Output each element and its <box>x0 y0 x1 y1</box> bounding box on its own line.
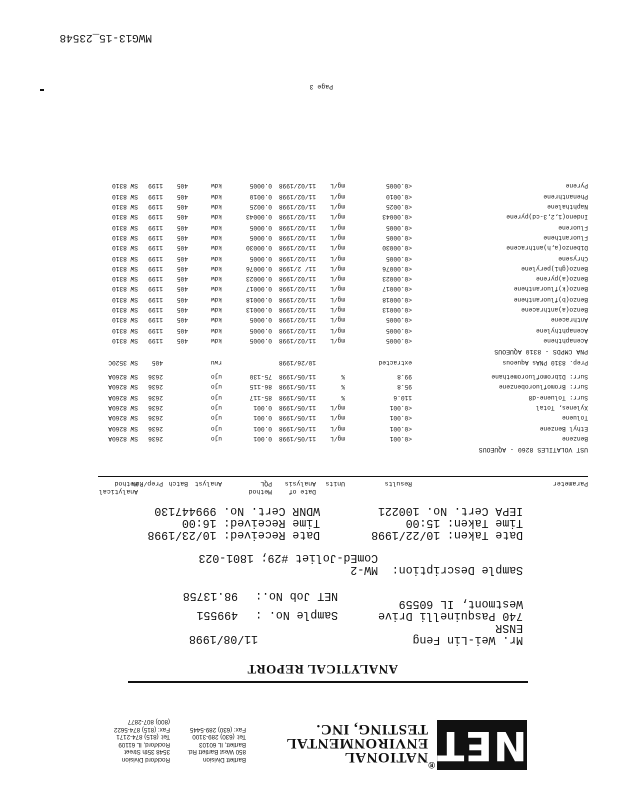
cell-parameter: Surr: Dibromofluoromethane <box>491 373 588 381</box>
cell-parameter: Prep. 8310 PNAs Aqueous <box>502 359 588 366</box>
cell-analyst: kdw <box>210 275 222 283</box>
report-date: 11/08/1998 <box>188 632 258 645</box>
taken-block <box>371 504 523 540</box>
recipient-street: 740 Pasquinelli Drive <box>378 609 523 622</box>
cell-date: 11/02/1998 <box>278 203 316 211</box>
cell-date: 11/02/1998 <box>278 254 316 262</box>
cell-batch: 405 <box>176 326 188 334</box>
cell-analyst: kdw <box>210 244 222 252</box>
cell-parameter: Xylenes, Total <box>536 404 588 412</box>
cell-prep: 2636 <box>148 414 163 422</box>
col-units: Units <box>325 480 345 487</box>
cell-pql: 0.00076 <box>246 264 272 272</box>
job-no: 98.13758 <box>182 589 238 602</box>
cell-batch: 405 <box>176 192 188 200</box>
cell-result: <0.001 <box>389 424 412 432</box>
recipient-block <box>378 597 523 645</box>
col-date-line: Analysis <box>284 480 316 487</box>
cell-batch: 405 <box>176 316 188 324</box>
cell-batch: 405 <box>176 264 188 272</box>
cell-date: 11/02/1998 <box>278 326 316 334</box>
company-name <box>286 722 428 764</box>
col-am-line: Method <box>114 480 138 487</box>
table-row <box>68 357 588 367</box>
cell-parameter: Surr: Toluene-d8 <box>528 393 588 401</box>
table-row <box>68 422 588 432</box>
cell-units: mg/L <box>330 404 345 412</box>
division-line: Bartlett, IL 60103 <box>199 741 246 748</box>
cell-prep: 2636 <box>148 424 163 432</box>
cell-units: mg/L <box>330 435 345 442</box>
cell-pql: 86-115 <box>249 383 272 391</box>
cell-analyst: kdw <box>210 326 222 334</box>
table-row <box>68 263 588 273</box>
cell-date: 11/02/1998 <box>278 213 316 221</box>
cell-batch: 405 <box>176 203 188 211</box>
cell-prep: 2636 <box>148 435 163 442</box>
cell-pql: 0.0005 <box>249 234 272 241</box>
cell-date: 11/05/1998 <box>278 414 316 422</box>
division-line: 850 West Bartlett Rd. <box>187 748 246 756</box>
cell-method: SW 3520C <box>108 359 138 366</box>
cell-method: SW 8260A <box>108 414 138 422</box>
cell-batch: 405 <box>176 306 188 314</box>
cell-pql: 0.0025 <box>249 203 272 211</box>
cell-method: SW 8310 <box>112 234 138 241</box>
company-name-line: NATIONAL <box>344 749 428 765</box>
cell-pql: 0.001 <box>253 424 272 432</box>
net-logo: NET <box>435 722 527 768</box>
margin-mark <box>40 89 44 91</box>
table-row <box>68 283 588 293</box>
cell-analyst: kdw <box>210 223 222 231</box>
table-row <box>68 371 588 381</box>
cell-pql: 0.00013 <box>246 306 272 314</box>
cell-parameter: Benzo(b)fluoranthene <box>513 295 588 303</box>
cell-result: <0.0010 <box>386 192 412 200</box>
col-method-pql <box>249 479 272 495</box>
cell-batch: 405 <box>176 295 188 303</box>
cell-prep: 1199 <box>148 182 163 190</box>
cell-prep: 405 <box>151 359 163 366</box>
cell-result: <0.0005 <box>386 223 412 231</box>
cell-analyst: ujo <box>210 383 222 391</box>
recipient-name: Mr. Wei-Lin Feng <box>412 633 523 646</box>
cell-method: SW 8310 <box>112 213 138 221</box>
cell-method: SW 8310 <box>112 306 138 314</box>
cell-result: <0.0025 <box>386 203 412 211</box>
cell-analyst: ujo <box>210 414 222 422</box>
cell-units: mg/L <box>330 337 345 344</box>
cell-method: SW 8310 <box>112 203 138 211</box>
table-row <box>68 381 588 391</box>
cell-analyst: kdw <box>210 295 222 303</box>
cell-pql: 0.00018 <box>246 295 272 303</box>
cell-method: SW 8310 <box>112 264 138 272</box>
table-row <box>68 324 588 334</box>
cell-analyst: kdw <box>210 337 222 344</box>
cell-pql: 0.00030 <box>246 244 272 252</box>
cell-date: 11/02/1998 <box>278 316 316 324</box>
cell-units: mg/L <box>330 316 345 324</box>
cell-result: 99.8 <box>397 373 412 381</box>
division-line: Rockford, IL 61109 <box>118 741 170 748</box>
table-row <box>68 191 588 201</box>
cell-method: SW 8260A <box>108 424 138 432</box>
cell-batch: 405 <box>176 182 188 190</box>
cell-parameter: Dibenzo(a,h)anthracene <box>506 244 588 252</box>
cell-result: <0.001 <box>389 414 412 422</box>
col-prep: Prep/Run <box>131 480 163 487</box>
cell-method: SW 8310 <box>112 182 138 190</box>
table-row <box>68 412 588 422</box>
cell-analyst: kdw <box>210 203 222 211</box>
cell-method: SW 8310 <box>112 192 138 200</box>
cell-prep: 1199 <box>148 203 163 211</box>
cell-date: 11/05/1998 <box>278 404 316 412</box>
cell-parameter: Anthracene <box>550 316 588 324</box>
cell-analyst: kdw <box>210 306 222 314</box>
cell-analyst: ujo <box>210 373 222 381</box>
recipient-city: Westmont, IL 60559 <box>398 597 523 610</box>
cell-pql: 0.0005 <box>249 254 272 262</box>
cell-date: 11/05/1998 <box>278 424 316 432</box>
cell-parameter: Benzo(ghi)perylene <box>521 264 588 272</box>
cell-method: SW 8310 <box>112 244 138 252</box>
cell-prep: 2636 <box>148 393 163 401</box>
cell-analyst: rwu <box>210 359 222 366</box>
division-line: Tel: (815) 874-2171 <box>116 733 170 741</box>
cell-result: extracted <box>378 359 412 366</box>
table-row <box>68 211 588 221</box>
cell-units: mg/L <box>330 306 345 314</box>
cell-units: mg/L <box>330 285 345 293</box>
section-pna: PNA CMPDS - 8310 AQUEOUS <box>494 348 588 355</box>
cell-parameter: Fluoranthene <box>543 234 588 241</box>
cell-analyst: kdw <box>210 316 222 324</box>
cell-prep: 2636 <box>148 373 163 381</box>
cell-analyst: ujo <box>210 404 222 412</box>
cell-pql: 0.0005 <box>249 316 272 324</box>
cell-parameter: Fluorene <box>558 223 588 231</box>
cell-date: 11/02/1998 <box>278 182 316 190</box>
cell-batch: 405 <box>176 337 188 344</box>
cell-result: <0.001 <box>389 435 412 442</box>
cell-analyst: kdw <box>210 285 222 293</box>
report-title: ANALYTICAL REPORT <box>247 662 398 677</box>
cell-result: <0.00076 <box>382 264 412 272</box>
cell-parameter: Naphthalene <box>547 203 588 211</box>
cell-date: 11/05/1998 <box>278 373 316 381</box>
cell-pql: 75-130 <box>249 373 272 381</box>
table-row <box>68 402 588 412</box>
cell-units: % <box>341 393 345 401</box>
cell-result: <0.001 <box>389 404 412 412</box>
division-line: Tel: (630) 289-3100 <box>192 733 246 741</box>
page-number: Page 3 <box>309 83 333 90</box>
section-volatiles: UST VOLATILES 8260 - AQUEOUS <box>478 446 588 453</box>
column-header-rule <box>98 476 588 477</box>
cell-date: 11/02/1998 <box>278 223 316 231</box>
cell-method: SW 8260A <box>108 393 138 401</box>
division-line: Fax: (630) 289-5445 <box>189 726 246 733</box>
cell-result: <0.0005 <box>386 234 412 241</box>
cell-parameter: Acenaphthylene <box>536 326 588 334</box>
cell-prep: 1199 <box>148 234 163 241</box>
cell-parameter: Chrysene <box>558 254 588 262</box>
cell-pql: 85-117 <box>249 393 272 401</box>
cell-analyst: kdw <box>210 213 222 221</box>
cell-pql: 0.0005 <box>249 326 272 334</box>
cell-result: <0.0005 <box>386 326 412 334</box>
table-row <box>68 294 588 304</box>
cell-analyst: kdw <box>210 234 222 241</box>
cell-prep: 1199 <box>148 337 163 344</box>
cell-date: 11/02/1998 <box>278 295 316 303</box>
col-results: Results <box>384 480 412 487</box>
table-row <box>68 232 588 242</box>
cell-units: mg/L <box>330 326 345 334</box>
cell-date: 11/05/1998 <box>278 435 316 442</box>
sample-no: 499551 <box>196 608 238 621</box>
cell-units: mg/L <box>330 414 345 422</box>
cell-method: SW 8310 <box>112 275 138 283</box>
cell-pql: 0.0005 <box>249 182 272 190</box>
cell-prep: 1199 <box>148 223 163 231</box>
division-name: Bartlett Division <box>203 756 246 763</box>
cell-parameter: Benzo(k)fluoranthene <box>513 285 588 293</box>
cell-prep: 1199 <box>148 264 163 272</box>
cell-prep: 1199 <box>148 316 163 324</box>
cell-result: 110.6 <box>393 393 412 401</box>
cell-date: 11/02/1998 <box>278 192 316 200</box>
job-no-label: NET Job No.: <box>255 589 338 602</box>
cell-prep: 1199 <box>148 275 163 283</box>
table-row <box>68 273 588 283</box>
cell-result: <0.0005 <box>386 254 412 262</box>
cell-units: mg/L <box>330 192 345 200</box>
cell-pql: 0.00023 <box>246 275 272 283</box>
cell-parameter: Benzo(a)anthracene <box>521 306 588 314</box>
iepa-cert: IEPA Cert. No. 100221 <box>378 504 523 517</box>
cell-prep: 1199 <box>148 295 163 303</box>
cell-method: SW 8310 <box>112 254 138 262</box>
table-row <box>68 242 588 252</box>
cell-result: 95.8 <box>397 383 412 391</box>
cell-analyst: kdw <box>210 254 222 262</box>
col-batch: Batch <box>168 480 188 487</box>
wdnr-cert: WDNR Cert. No. 999447130 <box>154 504 320 517</box>
cell-parameter: Toluene <box>562 414 588 422</box>
cell-date: 11/05/1998 <box>278 383 316 391</box>
cell-method: SW 8260A <box>108 404 138 412</box>
sample-no-label: Sample No. : <box>255 608 338 621</box>
sample-desc-line2: ComEd-Joliet #29; 1801-023 <box>198 551 378 564</box>
sample-desc-label: Sample Description: <box>391 563 523 576</box>
cell-pql: 0.001 <box>253 435 272 442</box>
cell-date: 11/02/1998 <box>278 337 316 344</box>
date-received: Date Received: 10/23/1998 <box>147 528 320 541</box>
cell-result: <0.00030 <box>382 244 412 252</box>
recipient-org: ENSR <box>495 621 523 634</box>
cell-units: mg/L <box>330 203 345 211</box>
division-line: 3548 35th Street <box>124 748 170 756</box>
sample-desc-value: MW-2 <box>350 563 378 576</box>
cell-batch: 405 <box>176 254 188 262</box>
cell-analyst: kdw <box>210 192 222 200</box>
table-row <box>68 221 588 231</box>
cell-date: 11/02/1998 <box>278 285 316 293</box>
time-taken: Time Taken: 15:00 <box>405 516 523 529</box>
cell-result: <0.0005 <box>386 337 412 344</box>
cell-result: <0.00017 <box>382 285 412 293</box>
cell-pql: 0.0005 <box>249 337 272 344</box>
division-name: Rockford Division <box>121 756 170 763</box>
cell-units: mg/L <box>330 275 345 283</box>
company-name-line: ENVIRONMENTAL <box>285 735 428 751</box>
col-parameter: Parameter <box>552 480 588 487</box>
cell-result: <0.0005 <box>386 316 412 324</box>
time-received: Time Received: 16:00 <box>181 516 320 529</box>
cell-analyst: ujo <box>210 393 222 401</box>
cell-method: SW 8310 <box>112 337 138 344</box>
received-block <box>147 504 320 540</box>
col-method: Method <box>248 488 272 495</box>
cell-result: <0.00013 <box>382 306 412 314</box>
cell-date: 10/26/1998 <box>278 359 316 366</box>
cell-units: mg/L <box>330 182 345 190</box>
cell-method: SW 8310 <box>112 326 138 334</box>
cell-prep: 1199 <box>148 192 163 200</box>
table-row <box>68 252 588 262</box>
table-row <box>68 201 588 211</box>
table-row <box>68 335 588 345</box>
cell-parameter: Phenanthrene <box>543 192 588 200</box>
cell-pql: 0.001 <box>253 404 272 412</box>
cell-date: 11/ 2/1998 <box>278 264 316 272</box>
cell-prep: 2636 <box>148 404 163 412</box>
bartlett-division <box>187 726 246 764</box>
cell-parameter: Indeno(1,2,3-cd)pyrene <box>506 213 588 221</box>
cell-batch: 405 <box>176 234 188 241</box>
table-row <box>68 304 588 314</box>
registered-mark: ® <box>428 760 435 770</box>
table-row <box>68 433 588 443</box>
cell-method: SW 8310 <box>112 285 138 293</box>
cell-prep: 1199 <box>148 244 163 252</box>
date-taken: Date Taken: 10/22/1998 <box>371 528 523 541</box>
cell-units: mg/L <box>330 295 345 303</box>
col-pql: PQL <box>260 480 272 487</box>
cell-batch: 405 <box>176 244 188 252</box>
cell-batch: 405 <box>176 213 188 221</box>
cell-date: 11/02/1998 <box>278 244 316 252</box>
cell-method: SW 8260A <box>108 383 138 391</box>
cell-prep: 1199 <box>148 285 163 293</box>
company-name-line: TESTING, INC. <box>316 721 428 737</box>
cell-units: mg/L <box>330 223 345 231</box>
cell-prep: 1199 <box>148 254 163 262</box>
table-row <box>68 180 588 190</box>
cell-analyst: ujo <box>210 435 222 442</box>
cell-result: <0.00043 <box>382 213 412 221</box>
cell-parameter: Pyrene <box>565 182 588 190</box>
cell-pql: 0.001 <box>253 414 272 422</box>
cell-result: <0.00018 <box>382 295 412 303</box>
cell-method: SW 8310 <box>112 295 138 303</box>
cell-units: mg/L <box>330 213 345 221</box>
cell-result: <0.0005 <box>386 182 412 190</box>
cell-date: 11/02/1998 <box>278 275 316 283</box>
table-row <box>68 392 588 402</box>
cell-analyst: kdw <box>210 264 222 272</box>
col-analyst: Analyst <box>194 480 222 487</box>
rockford-division <box>114 718 170 763</box>
cell-method: SW 8260A <box>108 373 138 381</box>
cell-method: SW 8260A <box>108 435 138 442</box>
cell-date: 11/02/1998 <box>278 234 316 241</box>
cell-method: SW 8310 <box>112 316 138 324</box>
cell-pql: 0.00043 <box>246 213 272 221</box>
document-stamp: MWG13-15_23548 <box>59 31 152 43</box>
cell-prep: 1199 <box>148 213 163 221</box>
cell-result: <0.00023 <box>382 275 412 283</box>
cell-parameter: Ethyl Benzene <box>539 424 588 432</box>
cell-prep: 1199 <box>148 306 163 314</box>
cell-units: mg/L <box>330 424 345 432</box>
cell-prep: 2636 <box>148 383 163 391</box>
cell-pql: 0.00017 <box>246 285 272 293</box>
col-analytical-method <box>99 479 138 495</box>
cell-pql: 0.0010 <box>249 192 272 200</box>
col-date-line: Date of <box>288 488 316 495</box>
cell-parameter: Benzo(a)pyrene <box>536 275 588 283</box>
cell-pql: 0.0005 <box>249 223 272 231</box>
cell-analyst: ujo <box>210 424 222 432</box>
cell-batch: 405 <box>176 275 188 283</box>
cell-prep: 1199 <box>148 326 163 334</box>
cell-units: mg/L <box>330 234 345 241</box>
cell-batch: 405 <box>176 223 188 231</box>
cell-parameter: Benzene <box>562 435 588 442</box>
cell-date: 11/02/1998 <box>278 306 316 314</box>
cell-date: 11/05/1998 <box>278 393 316 401</box>
cell-parameter: Surr: Bromofluorobenzene <box>498 383 588 391</box>
cell-units: mg/L <box>330 244 345 252</box>
cell-units: mg/L <box>330 254 345 262</box>
header-rule <box>128 681 528 683</box>
col-am-line: Analytical <box>98 488 138 495</box>
table-row <box>68 314 588 324</box>
cell-analyst: kdw <box>210 182 222 190</box>
cell-parameter: Acenaphthene <box>543 337 588 344</box>
cell-units: % <box>341 383 345 391</box>
cell-units: % <box>341 373 345 381</box>
cell-units: mg/L <box>330 264 345 272</box>
division-line: Fax: (815) 874-5622 <box>113 726 170 733</box>
cell-method: SW 8310 <box>112 223 138 231</box>
col-date-analysis <box>285 479 316 495</box>
cell-batch: 405 <box>176 285 188 293</box>
division-line: (800) 807-2877 <box>127 718 170 726</box>
